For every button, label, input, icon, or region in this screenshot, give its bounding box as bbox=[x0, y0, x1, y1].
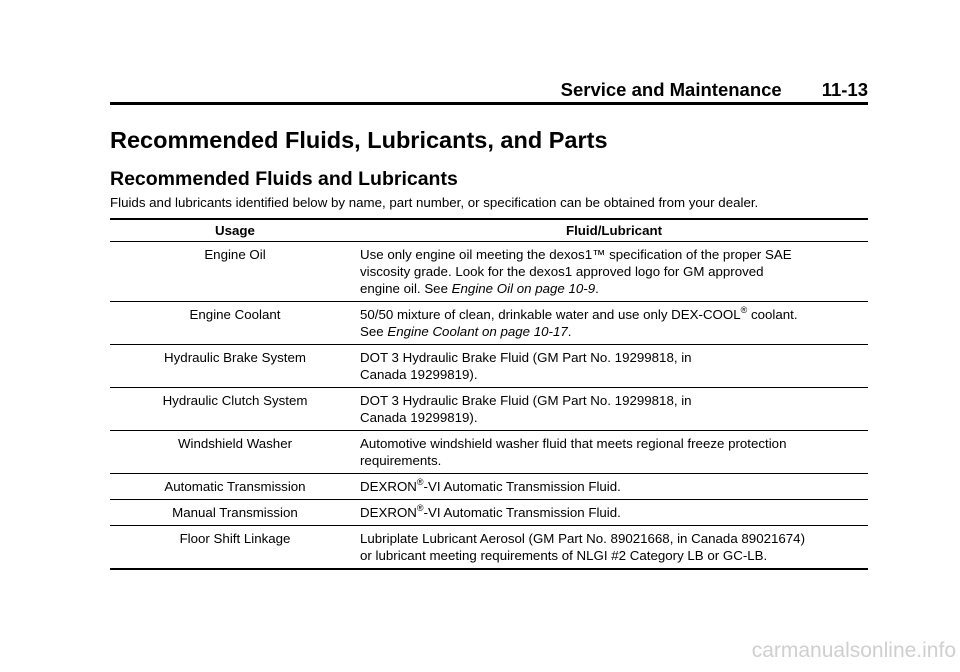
usage-cell: Engine Coolant bbox=[189, 307, 281, 322]
fluid-text: -VI Automatic Transmission Fluid. bbox=[423, 479, 621, 494]
registered-mark: ® bbox=[416, 477, 424, 487]
fluid-text: . bbox=[567, 324, 572, 339]
fluid-cell bbox=[360, 431, 868, 474]
section-heading: Recommended Fluids and Lubricants bbox=[110, 168, 458, 190]
page-number: 11-13 bbox=[821, 79, 868, 100]
fluid-text: 50/50 mixture of clean, drinkable water and use only DEX-COOL bbox=[360, 307, 741, 322]
table-row bbox=[110, 345, 868, 388]
registered-mark: ® bbox=[416, 503, 424, 513]
fluid-text: coolant. bbox=[747, 307, 798, 322]
manual-page bbox=[110, 0, 868, 672]
page-title: Recommended Fluids, Lubricants, and Parts bbox=[110, 127, 608, 153]
table-row bbox=[110, 474, 868, 500]
fluid-text: DOT 3 Hydraulic Brake Fluid (GM Part No. 19299818, in bbox=[360, 393, 692, 408]
usage-cell: Engine Oil bbox=[204, 247, 266, 262]
table-row bbox=[110, 242, 868, 302]
column-header-usage: Usage bbox=[215, 223, 255, 238]
fluid-text: -VI Automatic Transmission Fluid. bbox=[423, 505, 621, 520]
fluid-text: Lubriplate Lubricant Aerosol (GM Part No. 89021668, in Canada 89021674) bbox=[360, 531, 805, 546]
fluid-text: See bbox=[360, 324, 388, 339]
fluid-text: DOT 3 Hydraulic Brake Fluid (GM Part No. 19299818, in bbox=[360, 350, 692, 365]
fluid-text: Canada 19299819). bbox=[360, 367, 478, 382]
fluid-cell bbox=[360, 500, 868, 526]
fluid-text: DEXRON bbox=[360, 505, 417, 520]
fluid-text: engine oil. See bbox=[360, 281, 452, 296]
usage-cell: Manual Transmission bbox=[172, 505, 298, 520]
fluid-text: viscosity grade. Look for the dexos1 approved logo for GM approved bbox=[360, 264, 764, 279]
table-header-row bbox=[110, 219, 868, 242]
fluid-cell bbox=[360, 302, 868, 345]
fluids-table bbox=[110, 218, 868, 570]
intro-paragraph: Fluids and lubricants identified below by name, part number, or specification can be obtained from your dealer. bbox=[110, 195, 759, 210]
fluid-cell bbox=[360, 345, 868, 388]
running-header bbox=[110, 80, 868, 100]
section-title: Service and Maintenance bbox=[560, 79, 782, 100]
usage-cell: Hydraulic Brake System bbox=[164, 350, 306, 365]
fluid-text: . bbox=[595, 281, 599, 296]
usage-cell: Automatic Transmission bbox=[164, 479, 306, 494]
fluid-text: DEXRON bbox=[360, 479, 417, 494]
column-header-fluid: Fluid/Lubricant bbox=[565, 223, 663, 238]
table-row bbox=[110, 526, 868, 570]
fluid-cell bbox=[360, 474, 868, 500]
fluid-text: or lubricant meeting requirements of NLGI #2 Category LB or GC-LB. bbox=[360, 548, 768, 563]
fluid-text: requirements. bbox=[360, 453, 442, 468]
fluid-text: Canada 19299819). bbox=[360, 410, 478, 425]
fluid-cell bbox=[360, 242, 868, 302]
table-row bbox=[110, 500, 868, 526]
cross-reference: Engine Coolant on page 10-17 bbox=[387, 324, 568, 339]
table-row bbox=[110, 431, 868, 474]
table-row bbox=[110, 302, 868, 345]
fluid-text: Automotive windshield washer fluid that meets regional freeze protection bbox=[360, 436, 787, 451]
watermark: carmanualsonline.info bbox=[751, 639, 956, 662]
table-row bbox=[110, 388, 868, 431]
usage-cell: Hydraulic Clutch System bbox=[162, 393, 308, 408]
cross-reference: Engine Oil on page 10-9 bbox=[451, 281, 596, 296]
fluid-text: Use only engine oil meeting the dexos1™ specification of the proper SAE bbox=[360, 247, 792, 262]
usage-cell: Floor Shift Linkage bbox=[179, 531, 291, 546]
header-rule bbox=[110, 102, 868, 105]
registered-mark: ® bbox=[740, 305, 748, 315]
fluid-cell bbox=[360, 526, 868, 570]
usage-cell: Windshield Washer bbox=[177, 436, 293, 451]
fluid-cell bbox=[360, 388, 868, 431]
